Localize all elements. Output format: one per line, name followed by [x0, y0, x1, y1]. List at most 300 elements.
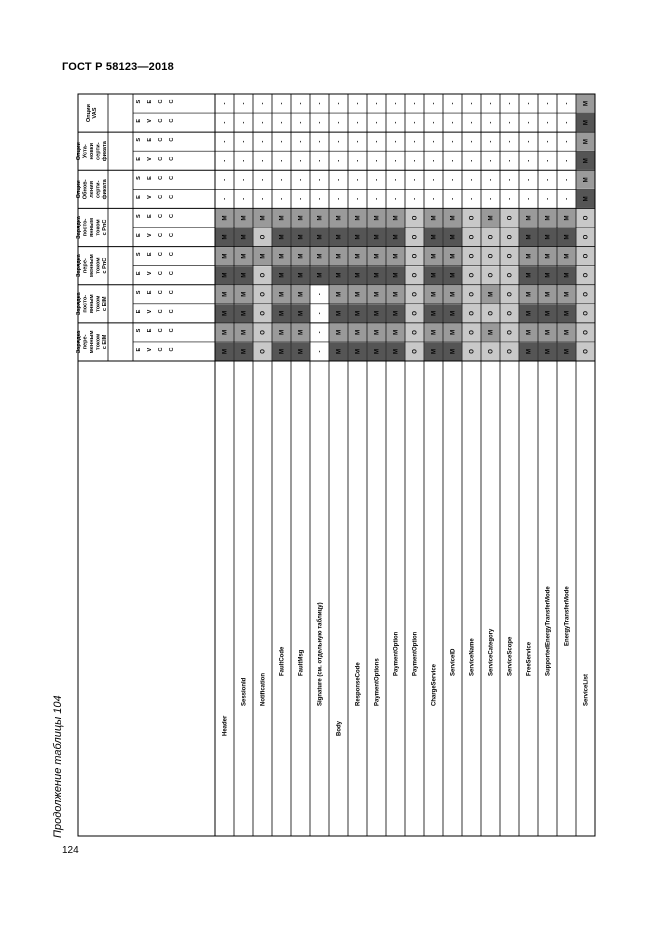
cell-value: M — [336, 253, 343, 259]
cell-value: - — [469, 159, 476, 162]
cell-value: M — [545, 272, 552, 278]
cell-value: M — [564, 348, 571, 354]
row-label: FaultCode — [279, 646, 286, 676]
cell-value: O — [507, 330, 514, 335]
cell-value: - — [545, 159, 552, 162]
cell-value: M — [545, 348, 552, 354]
code-label: C — [169, 233, 175, 238]
cell-value: - — [279, 121, 286, 124]
code-label: C — [158, 233, 164, 238]
cell-value: - — [260, 197, 267, 200]
cell-value: - — [526, 159, 533, 162]
code-label: C — [169, 99, 175, 104]
cell-value: - — [222, 121, 229, 124]
cell-value: O — [260, 310, 267, 316]
cell-value: O — [583, 215, 590, 221]
cell-value: - — [564, 121, 571, 124]
cell-value: M — [298, 215, 305, 221]
cell-value: O — [260, 272, 267, 278]
code-label: S — [136, 328, 142, 333]
cell-value: O — [412, 310, 419, 316]
cell-value: M — [526, 310, 533, 316]
code-label: E — [147, 99, 153, 104]
cell-value: - — [526, 197, 533, 200]
cell-value: O — [260, 291, 267, 297]
row-label: ServiceList — [583, 673, 590, 706]
cell-value: M — [241, 234, 248, 240]
cell-value: - — [222, 102, 229, 105]
code-label: C — [158, 309, 164, 314]
cell-value: M — [279, 329, 286, 335]
code-label: V — [147, 195, 153, 199]
cell-value: O — [469, 330, 476, 335]
cell-value: O — [583, 272, 590, 278]
cell-value: O — [488, 349, 495, 354]
cell-value: - — [298, 140, 305, 143]
code-label: V — [147, 271, 153, 276]
cell-value: M — [336, 215, 343, 221]
cell-value: M — [583, 196, 590, 202]
cell-value: - — [241, 159, 248, 162]
cell-value: M — [298, 310, 305, 316]
cell-value: M — [526, 253, 533, 259]
cell-value: - — [412, 102, 419, 105]
cell-value: - — [279, 102, 286, 105]
cell-value: M — [564, 253, 571, 259]
page-number: 124 — [62, 845, 79, 856]
cell-value: - — [241, 121, 248, 124]
cell-value: M — [583, 177, 590, 183]
code-label: E — [136, 118, 142, 123]
cell-value: M — [393, 253, 400, 259]
group-header: Зарядкапосто-яннымтокомс EIM — [76, 292, 108, 316]
cell-value: O — [583, 349, 590, 354]
cell-value: - — [469, 178, 476, 181]
cell-value: - — [260, 102, 267, 105]
cell-value: M — [393, 215, 400, 221]
code-label: V — [147, 309, 153, 314]
cell-value: - — [469, 102, 476, 105]
cell-value: M — [374, 348, 381, 354]
cell-value: M — [545, 291, 552, 297]
cell-value: - — [488, 102, 495, 105]
cell-value: - — [545, 121, 552, 124]
cell-value: M — [222, 215, 229, 221]
cell-value: M — [374, 253, 381, 259]
cell-value: - — [374, 102, 381, 105]
cell-value: - — [545, 102, 552, 105]
cell-value: M — [279, 253, 286, 259]
cell-value: - — [336, 102, 343, 105]
cell-value: M — [450, 310, 457, 316]
code-label: C — [158, 175, 164, 180]
code-label: C — [169, 175, 175, 180]
code-label: C — [169, 328, 175, 333]
cell-value: O — [469, 215, 476, 221]
cell-value: M — [526, 348, 533, 354]
document-id: ГОСТ Р 58123—2018 — [62, 61, 174, 73]
cell-value: M — [450, 329, 457, 335]
cell-value: - — [336, 121, 343, 124]
cell-value: M — [450, 348, 457, 354]
cell-value: O — [583, 330, 590, 335]
cell-value: M — [298, 348, 305, 354]
row-label: EnergyTransferMode — [564, 586, 571, 646]
cell-value: M — [431, 215, 438, 221]
code-label: V — [147, 347, 153, 352]
cell-value: - — [450, 197, 457, 200]
cell-value: M — [393, 272, 400, 278]
cell-value: M — [564, 272, 571, 278]
code-label: E — [147, 328, 153, 333]
code-label: C — [169, 290, 175, 295]
cell-value: - — [317, 293, 324, 296]
cell-value: O — [583, 234, 590, 240]
cell-value: M — [450, 272, 457, 278]
cell-value: - — [450, 140, 457, 143]
cell-value: - — [564, 102, 571, 105]
cell-value: - — [336, 140, 343, 143]
cell-value: M — [564, 329, 571, 335]
cell-value: M — [564, 291, 571, 297]
code-label: E — [147, 176, 153, 180]
cell-value: M — [431, 348, 438, 354]
row-label: Notification — [260, 673, 267, 706]
cell-value: M — [355, 253, 362, 259]
code-label: S — [136, 176, 142, 180]
cell-value: M — [393, 329, 400, 335]
cell-value: M — [583, 158, 590, 164]
cell-value: M — [336, 329, 343, 335]
code-label: S — [136, 252, 142, 257]
cell-value: - — [545, 178, 552, 181]
group-header: ОпцииОбнов-лениясерти-фиката — [76, 179, 108, 200]
cell-value: - — [374, 140, 381, 143]
code-label: C — [158, 252, 164, 257]
cell-value: - — [241, 102, 248, 105]
cell-value: M — [336, 272, 343, 278]
cell-value: - — [412, 197, 419, 200]
cell-value: M — [526, 291, 533, 297]
code-label: S — [136, 138, 142, 142]
cell-value: - — [298, 197, 305, 200]
cell-value: M — [222, 310, 229, 316]
cell-value: - — [317, 159, 324, 162]
cell-value: O — [260, 330, 267, 335]
cell-value: M — [583, 101, 590, 107]
cell-value: M — [450, 253, 457, 259]
code-label: V — [147, 157, 153, 161]
cell-value: - — [222, 178, 229, 181]
cell-value: M — [355, 348, 362, 354]
code-label: C — [158, 118, 164, 123]
cell-value: O — [488, 272, 495, 278]
code-label: C — [169, 118, 175, 123]
cell-value: - — [317, 197, 324, 200]
cell-value: M — [526, 234, 533, 240]
cell-value: - — [393, 121, 400, 124]
cell-value: - — [412, 140, 419, 143]
cell-value: - — [317, 178, 324, 181]
code-label: E — [147, 290, 153, 295]
cell-value: - — [355, 140, 362, 143]
cell-value: - — [507, 159, 514, 162]
cell-value: M — [393, 291, 400, 297]
cell-value: M — [241, 291, 248, 297]
code-label: C — [169, 271, 175, 276]
cell-value: - — [412, 121, 419, 124]
cell-value: O — [488, 253, 495, 259]
code-label: E — [147, 214, 153, 218]
code-label: E — [136, 157, 142, 161]
cell-value: M — [241, 348, 248, 354]
cell-value: M — [431, 329, 438, 335]
cell-value: O — [469, 272, 476, 278]
cell-value: - — [393, 178, 400, 181]
cell-value: M — [431, 310, 438, 316]
row-label: ServiceScope — [507, 636, 514, 676]
cell-value: O — [412, 272, 419, 278]
cell-value: - — [431, 121, 438, 124]
row-label: Header — [222, 715, 229, 736]
cell-value: M — [222, 234, 229, 240]
cell-value: M — [336, 310, 343, 316]
code-label: V — [147, 233, 153, 238]
cell-value: - — [279, 178, 286, 181]
cell-value: - — [317, 350, 324, 353]
cell-value: - — [507, 140, 514, 143]
cell-value: - — [526, 121, 533, 124]
cell-value: M — [564, 215, 571, 221]
table-caption: Продолжение таблицы 104 — [52, 695, 64, 838]
cell-value: O — [412, 215, 419, 221]
code-label: S — [136, 99, 142, 104]
code-label: C — [169, 309, 175, 314]
cell-value: O — [488, 310, 495, 316]
cell-value: - — [317, 121, 324, 124]
cell-value: M — [355, 234, 362, 240]
cell-value: M — [241, 310, 248, 316]
cell-value: - — [488, 140, 495, 143]
row-label: PaymentOption — [393, 631, 400, 676]
cell-value: - — [317, 331, 324, 334]
cell-value: - — [412, 159, 419, 162]
row-label: PaymentOption — [412, 631, 419, 676]
cell-value: - — [488, 159, 495, 162]
code-label: E — [136, 347, 142, 352]
row-label: ServiceName — [469, 638, 476, 676]
cell-value: - — [526, 102, 533, 105]
cell-value: - — [431, 140, 438, 143]
cell-value: M — [279, 234, 286, 240]
code-label: C — [158, 99, 164, 104]
cell-value: M — [222, 272, 229, 278]
cell-value: O — [260, 234, 267, 240]
cell-value: - — [298, 102, 305, 105]
cell-value: - — [488, 178, 495, 181]
cell-value: O — [488, 234, 495, 240]
cell-value: M — [222, 291, 229, 297]
cell-value: M — [545, 310, 552, 316]
cell-value: - — [279, 197, 286, 200]
cell-value: - — [222, 197, 229, 200]
cell-value: M — [317, 253, 324, 259]
code-label: C — [158, 156, 164, 161]
cell-value: M — [545, 234, 552, 240]
cell-value: - — [526, 140, 533, 143]
code-label: E — [136, 309, 142, 314]
cell-value: - — [222, 140, 229, 143]
cell-value: M — [488, 291, 495, 297]
cell-value: - — [336, 178, 343, 181]
cell-value: M — [583, 120, 590, 126]
code-label: C — [169, 194, 175, 199]
cell-value: - — [488, 121, 495, 124]
cell-value: M — [374, 215, 381, 221]
cell-value: - — [355, 159, 362, 162]
cell-value: - — [564, 178, 571, 181]
cell-value: - — [374, 178, 381, 181]
cell-value: M — [545, 215, 552, 221]
cell-value: M — [279, 272, 286, 278]
cell-value: M — [336, 291, 343, 297]
cell-value: - — [336, 197, 343, 200]
cell-value: M — [450, 215, 457, 221]
cell-value: M — [431, 272, 438, 278]
cell-value: M — [374, 291, 381, 297]
group-header: Зарядкапере-меннымтокомс PnC — [76, 254, 108, 278]
code-label: S — [136, 290, 142, 295]
cell-value: O — [583, 310, 590, 316]
cell-value: M — [374, 310, 381, 316]
cell-value: M — [298, 329, 305, 335]
cell-value: O — [412, 349, 419, 354]
cell-value: M — [374, 329, 381, 335]
cell-value: M — [355, 215, 362, 221]
row-label: Body — [336, 721, 343, 736]
cell-value: - — [488, 197, 495, 200]
cell-value: O — [412, 330, 419, 335]
cell-value: - — [298, 178, 305, 181]
cell-value: O — [507, 291, 514, 297]
cell-value: - — [450, 178, 457, 181]
cell-value: M — [393, 348, 400, 354]
code-label: C — [158, 328, 164, 333]
cell-value: M — [260, 215, 267, 221]
cell-value: O — [507, 215, 514, 221]
cell-value: - — [469, 121, 476, 124]
cell-value: M — [450, 291, 457, 297]
cell-value: O — [469, 291, 476, 297]
cell-value: - — [260, 140, 267, 143]
cell-value: M — [336, 348, 343, 354]
row-label: FaultMsg — [298, 649, 305, 676]
cell-value: - — [412, 178, 419, 181]
cell-value: - — [507, 102, 514, 105]
cell-value: - — [450, 121, 457, 124]
row-label: ChargeService — [431, 663, 438, 706]
cell-value: M — [355, 291, 362, 297]
cell-value: - — [374, 121, 381, 124]
cell-value: - — [431, 178, 438, 181]
code-label: C — [169, 347, 175, 352]
cell-value: - — [431, 197, 438, 200]
code-label: C — [169, 156, 175, 161]
cell-value: - — [317, 102, 324, 105]
cell-value: M — [355, 310, 362, 316]
cell-value: M — [564, 234, 571, 240]
code-label: V — [147, 118, 153, 123]
cell-value: - — [564, 140, 571, 143]
cell-value: - — [241, 197, 248, 200]
cell-value: M — [564, 310, 571, 316]
cell-value: - — [260, 121, 267, 124]
cell-value: M — [393, 310, 400, 316]
cell-value: M — [279, 310, 286, 316]
cell-value: - — [241, 178, 248, 181]
cell-value: M — [374, 234, 381, 240]
cell-value: O — [507, 234, 514, 240]
cell-value: - — [450, 102, 457, 105]
cell-value: M — [526, 272, 533, 278]
cell-value: - — [355, 197, 362, 200]
cell-value: - — [298, 159, 305, 162]
cell-value: - — [260, 159, 267, 162]
code-label: C — [169, 213, 175, 218]
cell-value: - — [507, 121, 514, 124]
cell-value: M — [298, 234, 305, 240]
cell-value: - — [450, 159, 457, 162]
cell-value: - — [507, 178, 514, 181]
cell-value: M — [241, 329, 248, 335]
cell-value: - — [393, 140, 400, 143]
cell-value: M — [279, 348, 286, 354]
cell-value: M — [336, 234, 343, 240]
code-label: C — [169, 137, 175, 142]
cell-value: M — [526, 329, 533, 335]
cell-value: M — [317, 215, 324, 221]
code-label: C — [158, 271, 164, 276]
cell-value: O — [469, 234, 476, 240]
row-label: FreeService — [526, 641, 533, 676]
cell-value: - — [241, 140, 248, 143]
cell-value: O — [583, 291, 590, 297]
cell-value: O — [412, 253, 419, 259]
cell-value: - — [564, 197, 571, 200]
cell-value: M — [583, 139, 590, 145]
cell-value: M — [545, 253, 552, 259]
code-label: C — [158, 194, 164, 199]
code-label: C — [158, 213, 164, 218]
row-label: ResponseCode — [355, 662, 362, 706]
code-label: E — [147, 252, 153, 257]
code-label: S — [136, 214, 142, 218]
cell-value: M — [279, 215, 286, 221]
cell-value: M — [431, 253, 438, 259]
code-label: C — [158, 137, 164, 142]
cell-value: - — [317, 140, 324, 143]
cell-value: M — [431, 234, 438, 240]
code-label: C — [158, 290, 164, 295]
cell-value: - — [279, 140, 286, 143]
cell-value: - — [431, 102, 438, 105]
cell-value: - — [431, 159, 438, 162]
cell-value: O — [507, 272, 514, 278]
cell-value: M — [488, 329, 495, 335]
row-label: PaymentOptions — [374, 658, 381, 706]
cell-value: - — [507, 197, 514, 200]
code-label: C — [169, 252, 175, 257]
